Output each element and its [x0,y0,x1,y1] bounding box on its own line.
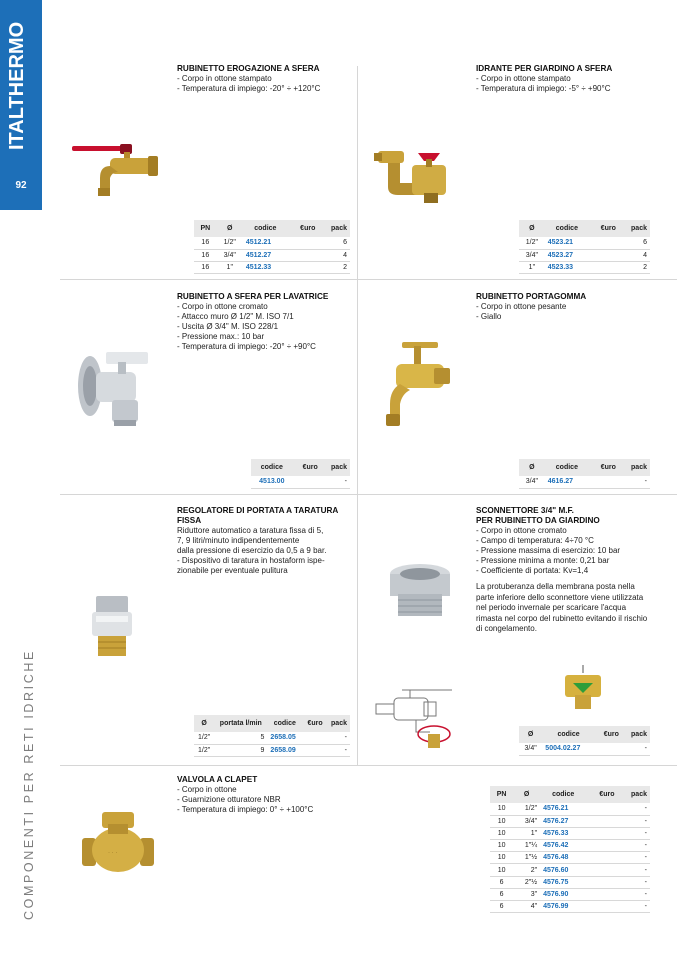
product-spec: - Pressione minima a monte: 0,21 bar [476,556,610,565]
product-spec: - Temperatura di impiego: 0° ÷ +100°C [177,805,314,814]
table-row [251,476,350,488]
cell: 10 [490,840,513,852]
table-row [490,827,650,839]
product-code: 4523.21 [545,237,589,249]
cell: - [618,803,650,815]
tap-diagram-image [372,682,456,752]
product-title: RUBINETTO A SFERA PER LAVATRICE [177,292,329,301]
cell: - [618,876,650,888]
cell: 10 [490,815,513,827]
table-row [194,261,350,273]
product-spec: - Giallo [476,312,502,321]
product-spec: zionabile per eventuale pulitura [177,566,288,575]
cell [595,743,622,755]
col-header: Ø [519,459,545,476]
table-row [490,840,650,852]
cell: - [618,852,650,864]
product-code: 4576.33 [540,827,586,839]
product-code: 4576.90 [540,888,586,900]
cell [589,261,619,273]
cell: 16 [194,237,217,249]
product-spec: - Temperatura di impiego: -20° ÷ +120°C [177,84,321,93]
table-row [490,888,650,900]
product-code: 2658.05 [267,732,302,744]
product-title: VALVOLA A CLAPET [177,775,258,784]
col-header: PN [194,220,217,237]
product-rubinetto-lavatrice [177,292,352,352]
col-header: codice [243,220,288,237]
cell: - [619,476,650,488]
col-header: codice [542,726,595,743]
col-header: €uro [589,459,619,476]
col-header: pack [619,220,650,237]
cell: 10 [490,803,513,815]
cell: 10 [490,852,513,864]
cell [288,249,318,261]
cell [302,732,325,744]
product-rubinetto-portagomma [476,292,651,322]
col-header: codice [545,459,589,476]
product-spec: - Corpo in ottone pesante [476,302,567,311]
cell: 4 [619,249,650,261]
cell: - [618,815,650,827]
cell: 1/2" [217,237,243,249]
cell [293,476,321,488]
cell: - [618,840,650,852]
product-spec: - Dispositivo di taratura in hostaform ispe- [177,556,325,565]
cell: 3/4" [217,249,243,261]
page-number: 92 [15,180,27,191]
product-code: 4576.42 [540,840,586,852]
product-spec: Riduttore automatico a taratura fissa di 5, [177,526,324,535]
svg-text:· · ·: · · · [108,850,118,856]
cell: 4" [513,901,540,913]
cell: 3/4" [519,249,545,261]
product-spec: - Uscita Ø 3/4" M. ISO 228/1 [177,322,279,331]
cell: 6 [318,237,350,249]
cell: 2" [513,864,540,876]
col-header: €uro [288,220,318,237]
table-row [194,732,350,744]
cell: - [618,864,650,876]
product-spec: - Corpo in ottone cromato [177,302,268,311]
product-idrante-giardino [476,64,651,94]
cell: 2 [619,261,650,273]
cell [586,827,617,839]
product-title: PER RUBINETTO DA GIARDINO [476,516,600,525]
product-code: 2658.09 [267,744,302,756]
cell: 5 [214,732,267,744]
price-table [490,786,650,913]
price-table [519,726,650,756]
product-code: 4513.00 [251,476,293,488]
table-row [194,744,350,756]
cell: 6 [490,888,513,900]
product-title: SCONNETTORE 3/4" M.F. [476,506,574,515]
cell [589,476,619,488]
col-header: pack [326,715,350,732]
cell [586,876,617,888]
table-row [490,901,650,913]
product-code: 4576.21 [540,803,586,815]
product-spec: dalla pressione di esercizio da 0,5 a 9 bar. [177,546,327,555]
col-header: Ø [513,786,540,803]
membrane-detail-image [561,665,605,711]
cell: 10 [490,864,513,876]
divider [60,765,677,766]
product-code: 4523.27 [545,249,589,261]
section-caption: COMPONENTI PER RETI IDRICHE [22,649,36,920]
product-spec: - Campo di temperatura: 4÷70 °C [476,536,594,545]
cell: 4 [318,249,350,261]
table-row [490,803,650,815]
cell: 3" [513,888,540,900]
col-header: codice [540,786,586,803]
table-row [490,815,650,827]
price-table [251,459,350,489]
product-spec: - Attacco muro Ø 1/2" M. ISO 7/1 [177,312,294,321]
col-header: €uro [595,726,622,743]
product-title: FISSA [177,516,202,525]
col-header: Ø [519,726,542,743]
cell: - [618,888,650,900]
price-table [519,459,650,489]
cell [288,261,318,273]
col-header: codice [251,459,293,476]
product-description: La protuberanza della membrana posta nella parte inferiore dello sconnettore viene utilizzata nel periodo invernale per scaricare l'acqua rimasta nel corpo del rubinetto evitando il rischio di congelamento. [476,582,648,633]
divider [60,279,677,280]
cell [586,803,617,815]
cell [586,815,617,827]
product-spec: - Corpo in ottone cromato [476,526,567,535]
table-row [519,743,650,755]
product-spec: - Pressione massima di esercizio: 10 bar [476,546,621,555]
col-header: pack [321,459,350,476]
cell: 3/4" [513,815,540,827]
product-spec: - Coefficiente di portata: Kv=1,4 [476,566,589,575]
col-header: codice [545,220,589,237]
table-row [194,237,350,249]
product-title: REGOLATORE DI PORTATA A TARATURA [177,506,339,515]
product-title: RUBINETTO EROGAZIONE A SFERA [177,64,320,73]
cell [589,237,619,249]
product-rubinetto-erogazione [177,64,352,94]
cell: 1" [519,261,545,273]
cell: 1" [217,261,243,273]
col-header: €uro [586,786,617,803]
product-title: IDRANTE PER GIARDINO A SFERA [476,64,613,73]
product-regolatore-portata [177,506,352,576]
cell: - [321,476,350,488]
product-code: 4616.27 [545,476,589,488]
product-spec: - Temperatura di impiego: -20° ÷ +90°C [177,342,316,351]
col-header: pack [318,220,350,237]
cell: 10 [490,827,513,839]
product-code: 4576.60 [540,864,586,876]
cell: 16 [194,249,217,261]
cell: 1"¼ [513,840,540,852]
product-code: 4576.27 [540,815,586,827]
product-spec: - Corpo in ottone stampato [177,74,272,83]
col-header: portata l/min [214,715,267,732]
divider [60,494,677,495]
cell: 1/2" [519,237,545,249]
product-spec: - Corpo in ottone stampato [476,74,571,83]
cell [586,852,617,864]
table-row [490,876,650,888]
product-code: 4576.75 [540,876,586,888]
product-spec: - Pressione max.: 10 bar [177,332,265,341]
col-header: Ø [194,715,214,732]
product-spec: - Corpo in ottone [177,785,237,794]
cell [589,249,619,261]
cell [288,237,318,249]
cell: 6 [490,901,513,913]
col-header: €uro [302,715,325,732]
cell: - [618,901,650,913]
product-spec: - Guarnizione otturatore NBR [177,795,281,804]
flow-regulator-image [90,592,134,662]
cell: 2"½ [513,876,540,888]
cell [586,901,617,913]
cell: - [326,744,350,756]
cell: 6 [619,237,650,249]
cell: - [618,827,650,839]
price-table [194,715,350,757]
ball-tap-image [70,138,162,200]
cell: - [326,732,350,744]
cell: 1/2" [194,732,214,744]
cell: 2 [318,261,350,273]
garden-hydrant-image [374,137,454,207]
product-code: 5004.02.27 [542,743,595,755]
table-row [519,261,650,273]
product-sconnettore [476,506,651,635]
brand-logo: ITALTHERMO [6,21,28,150]
col-header: Ø [519,220,545,237]
table-row [519,249,650,261]
cell: 1/2" [513,803,540,815]
table-row [490,864,650,876]
cell [586,840,617,852]
table-row [519,476,650,488]
divider [357,66,358,766]
col-header: pack [619,459,650,476]
product-title: RUBINETTO PORTAGOMMA [476,292,587,301]
col-header: pack [622,726,650,743]
washing-machine-tap-image [76,342,156,432]
table-row [519,237,650,249]
col-header: €uro [589,220,619,237]
col-header: pack [618,786,650,803]
product-code: 4512.21 [243,237,288,249]
price-table [519,220,650,274]
cell: 9 [214,744,267,756]
col-header: PN [490,786,513,803]
product-spec: 7, 9 litri/minuto indipendentemente [177,536,300,545]
disconnector-image [384,560,456,620]
cell: 1"½ [513,852,540,864]
product-spec: - Temperatura di impiego: -5° ÷ +90°C [476,84,611,93]
col-header: Ø [217,220,243,237]
product-code: 4576.48 [540,852,586,864]
product-code: 4512.27 [243,249,288,261]
col-header: codice [267,715,302,732]
cell: 6 [490,876,513,888]
cell: 3/4" [519,476,545,488]
cell [586,888,617,900]
hose-tap-image [376,338,454,430]
product-code: 4512.33 [243,261,288,273]
cell [586,864,617,876]
product-code: 4523.33 [545,261,589,273]
cell [302,744,325,756]
col-header: €uro [293,459,321,476]
product-code: 4576.99 [540,901,586,913]
cell: - [622,743,650,755]
cell: 1/2" [194,744,214,756]
check-valve-image [82,810,154,876]
cell: 1" [513,827,540,839]
product-valvola-clapet [177,775,352,815]
cell: 16 [194,261,217,273]
table-row [490,852,650,864]
table-row [194,249,350,261]
cell: 3/4" [519,743,542,755]
price-table [194,220,350,274]
